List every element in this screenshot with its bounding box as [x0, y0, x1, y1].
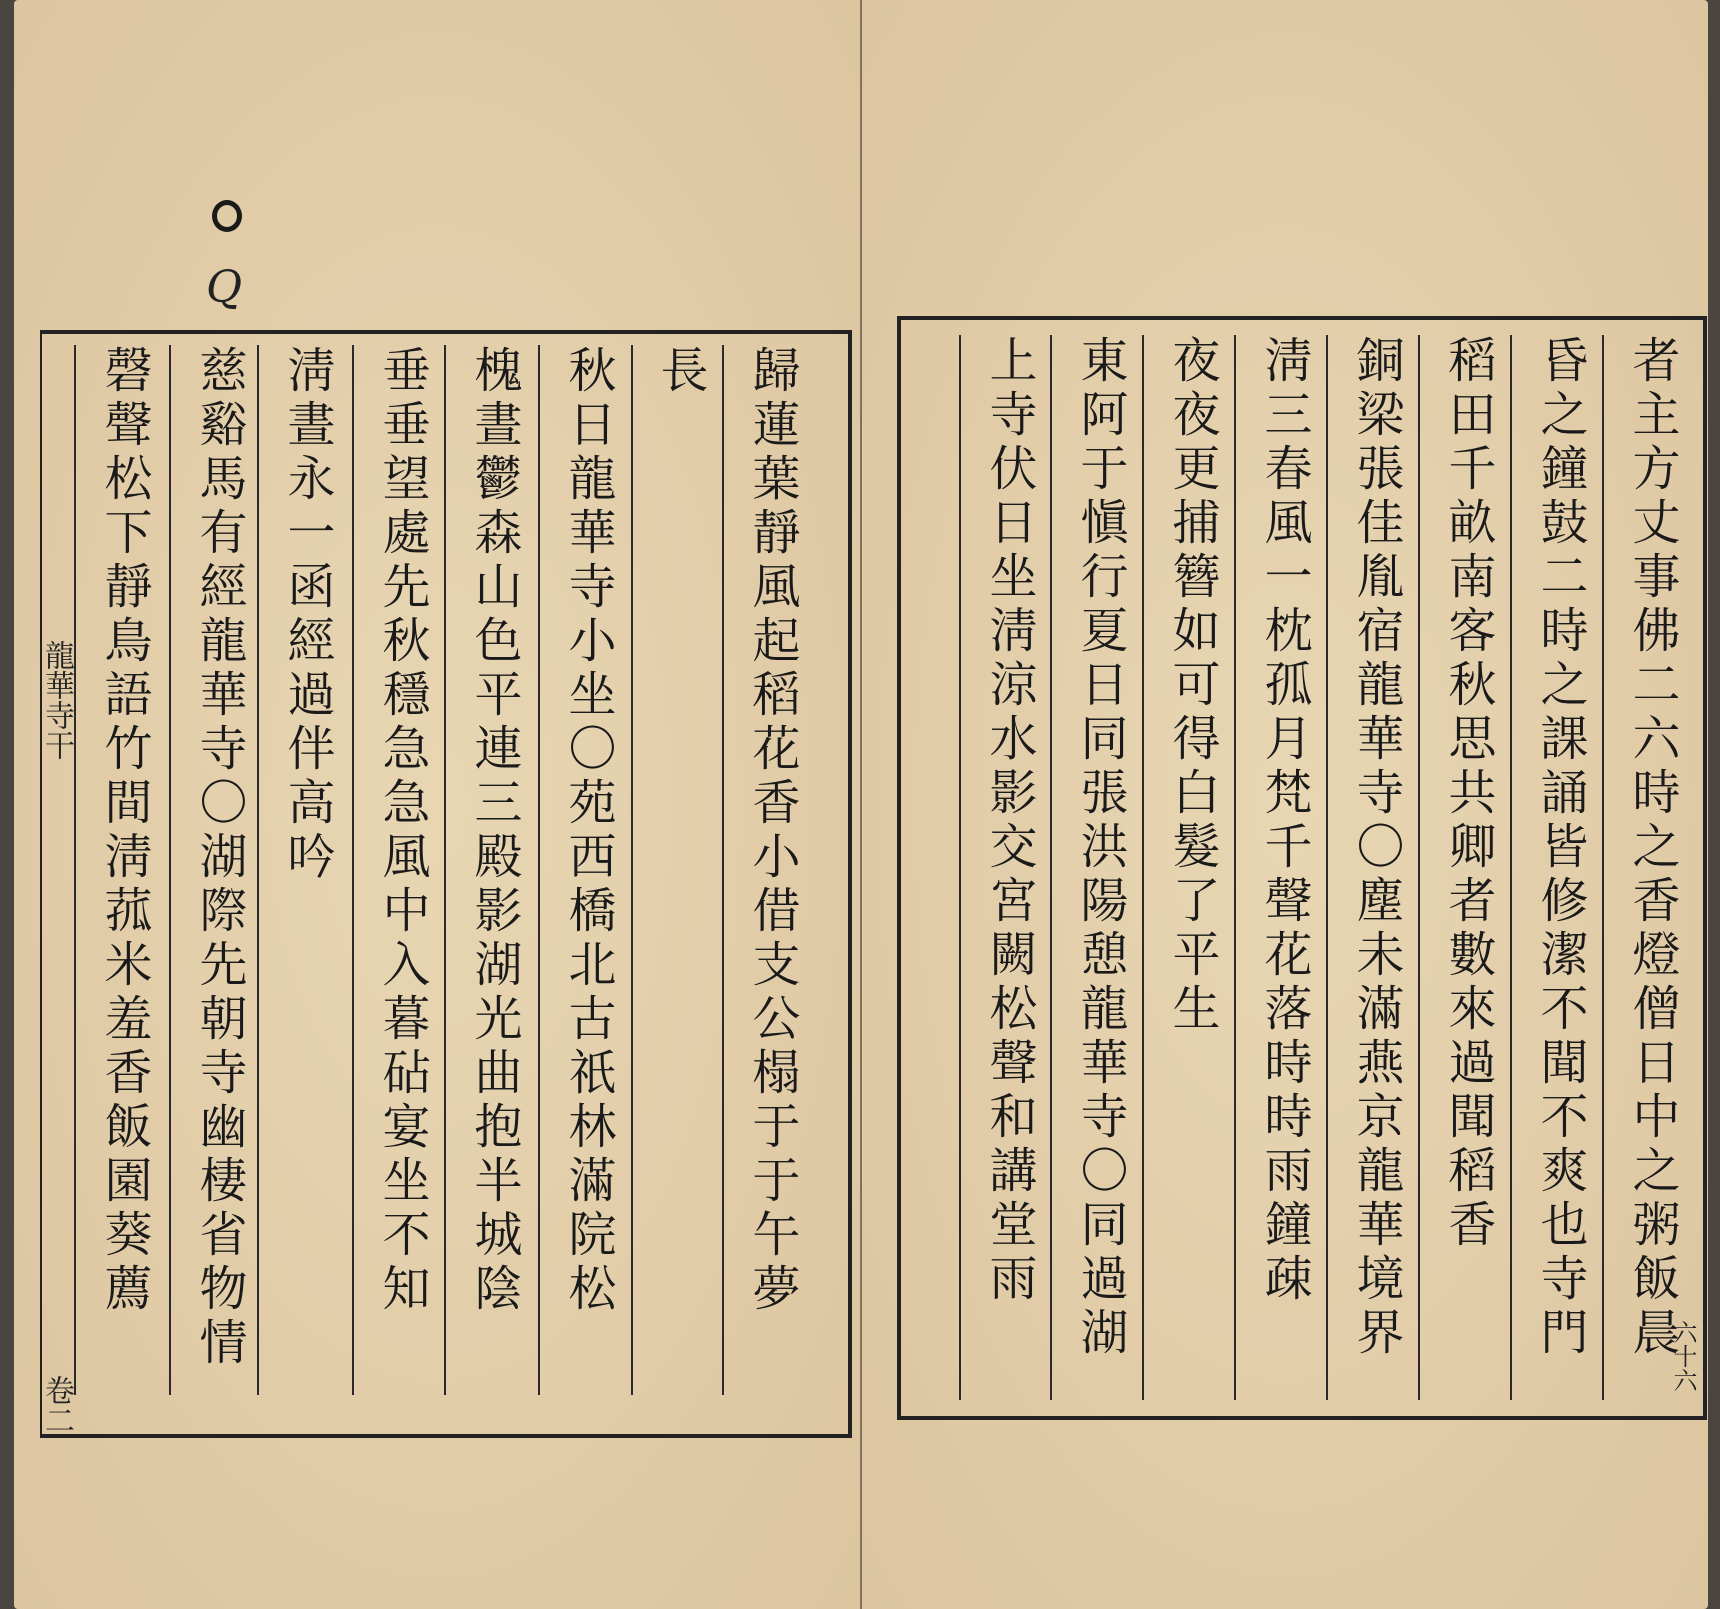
text-column: 銅梁張佳胤宿龍華寺〇塵未滿燕京龍華境界	[1348, 335, 1404, 1361]
text-column: 磬聲松下靜鳥語竹間淸菰米羞香飯園葵薦	[96, 345, 152, 1317]
column-rule	[1050, 335, 1052, 1400]
text-column: 慈谿馬有經龍華寺〇湖際先朝寺幽棲省物情	[191, 345, 247, 1371]
column-rule	[1510, 335, 1512, 1400]
column-rule	[959, 335, 961, 1400]
text-column: 者主方丈事佛二六時之香燈僧日中之粥飯晨	[1624, 335, 1680, 1361]
column-rule	[631, 345, 633, 1395]
text-column: 槐晝鬱森山色平連三殿影湖光曲抱半城陰	[466, 345, 522, 1317]
left-page	[14, 0, 860, 1609]
column-rule	[1142, 335, 1144, 1400]
column-rule	[444, 345, 446, 1395]
column-rule	[74, 345, 76, 1395]
text-column: 夜夜更捕簪如可得白髮了平生	[1164, 335, 1220, 1037]
text-column: 淸三春風一枕孤月梵千聲花落時時雨鐘疎	[1256, 335, 1312, 1307]
column-rule	[1418, 335, 1420, 1400]
text-column: 稻田千畝南客秋思共卿者數來過聞稻香	[1440, 335, 1496, 1253]
text-column: 長	[652, 345, 708, 399]
text-column: 歸蓮葉靜風起稻花香小借支公榻于于午夢	[744, 345, 800, 1317]
text-column: 秋日龍華寺小坐〇苑西橋北古祇林滿院松	[560, 345, 616, 1317]
ink-circle-mark	[212, 200, 242, 232]
column-rule	[352, 345, 354, 1395]
column-rule	[722, 345, 724, 1395]
handwritten-mark: Q	[206, 262, 243, 313]
text-column: 垂垂望處先秋穩急急風中入暮砧宴坐不知	[374, 345, 430, 1317]
column-rule	[538, 345, 540, 1395]
juan-number: 卷二	[39, 1375, 74, 1435]
column-rule	[169, 345, 171, 1395]
right-page	[862, 0, 1708, 1609]
text-column: 昏之鐘鼓二時之課誦皆修潔不聞不爽也寺門	[1532, 335, 1588, 1361]
text-column: 淸晝永一函經過伴高吟	[279, 345, 335, 885]
column-rule	[1602, 335, 1604, 1400]
folio-number: 六十六	[1669, 1320, 1697, 1392]
column-rule	[1234, 335, 1236, 1400]
text-column: 東阿于愼行夏日同張洪陽憩龍華寺〇同過湖	[1072, 335, 1128, 1361]
text-column: 上寺伏日坐淸涼水影交宮闕松聲和講堂雨	[981, 335, 1037, 1307]
side-title: 龍華寺干	[39, 640, 74, 760]
column-rule	[1326, 335, 1328, 1400]
